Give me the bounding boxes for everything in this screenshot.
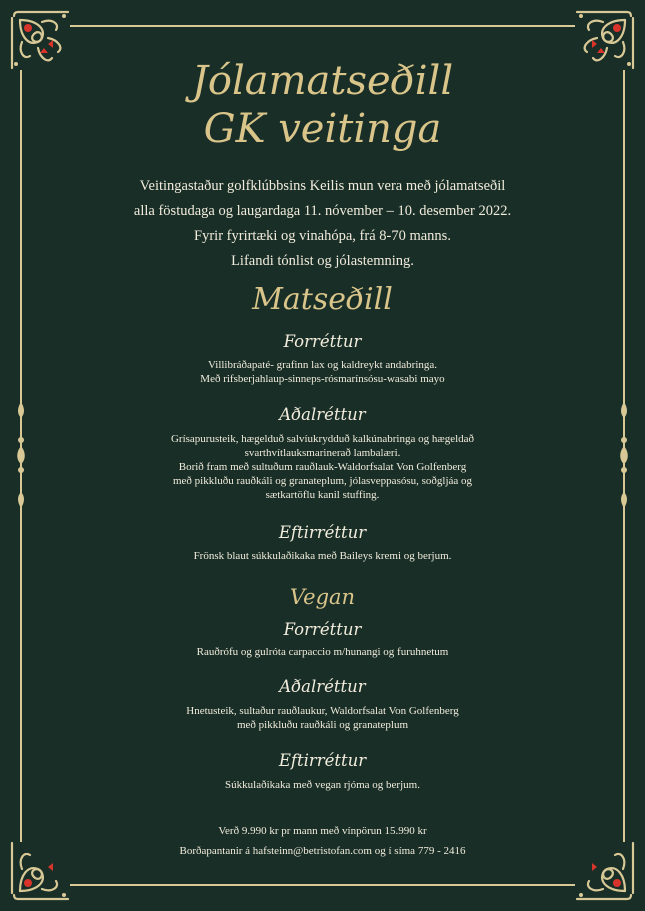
page-title-line1: Jólamatseðill	[191, 58, 454, 104]
dish-line: með pikkluðu rauðkáli og granateplum	[236, 719, 409, 731]
intro-line: Fyrir fyrirtæki og vinahópa, frá 8-70 manns.	[194, 228, 451, 244]
price-text: Verð 9.990 kr pr mann með vínpörun 15.990 kr	[218, 825, 427, 837]
dish-line: Með rifsberjahlaup-sinneps-rósmarínsósu-wasabi mayo	[200, 373, 445, 385]
vegan-dessert-label: Eftirréttur	[278, 751, 367, 770]
menu-main-label: Aðalréttur	[279, 405, 366, 424]
vegan-dessert-text	[0, 778, 645, 792]
intro-line: alla föstudaga og laugardaga 11. nóvember – 10. desember 2022.	[133, 203, 512, 219]
dish-line: Villibráðapaté- grafinn lax og kaldreykt andabringa.	[207, 359, 438, 371]
vegan-main-text	[0, 704, 645, 732]
vegan-main-label: Aðalréttur	[279, 677, 366, 696]
vegan-heading: Vegan	[289, 585, 356, 609]
dish-line: Grísapurusteik, hægelduð salvíukrydduð kalkúnabringa og hægeldað	[170, 433, 475, 445]
booking-text: Borðapantanir á hafsteinn@betristofan.com og í síma 779 - 2416	[179, 845, 466, 857]
frame-line-top	[70, 25, 575, 27]
dish-line: með pikkluðu rauðkáli og granateplum, jólasveppasósu, soðgljáa og	[172, 475, 473, 487]
dish-line: sætkartöflu kanil stuffing.	[265, 489, 380, 501]
menu-dessert-text	[0, 549, 645, 563]
menu-dessert-label: Eftirréttur	[278, 523, 367, 542]
page-title-line2: GK veitinga	[203, 106, 442, 152]
vegan-starter-text	[0, 645, 645, 659]
intro-line: Veitingastaður golfklúbbsins Keilis mun vera með jólamatseðil	[139, 178, 506, 194]
vegan-starter-label: Forréttur	[283, 620, 362, 639]
dish-line: svarthvítlauksmarinerað lambalæri.	[244, 447, 401, 459]
dish-line: Frönsk blaut súkkulaðikaka með Baileys kremi og berjum.	[193, 550, 452, 562]
menu-starter-text	[0, 358, 645, 386]
menu-starter-label: Forréttur	[283, 332, 362, 351]
frame-line-bottom	[70, 884, 575, 886]
menu-heading: Matseðill	[252, 282, 393, 317]
intro-text	[0, 174, 645, 274]
intro-line: Lifandi tónlist og jólastemning.	[231, 253, 414, 269]
dish-line: Rauðrófu og gulróta carpaccio m/hunangi og furuhnetum	[196, 646, 449, 658]
menu-main-text	[0, 432, 645, 502]
dish-line: Súkkulaðikaka með vegan rjóma og berjum.	[225, 779, 420, 791]
dish-line: Hnetusteik, sultaður rauðlaukur, Waldorfsalat Von Golfenberg	[186, 705, 459, 717]
dish-line: Borið fram með sultuðum rauðlauk-Waldorfsalat Von Golfenberg	[178, 461, 467, 473]
